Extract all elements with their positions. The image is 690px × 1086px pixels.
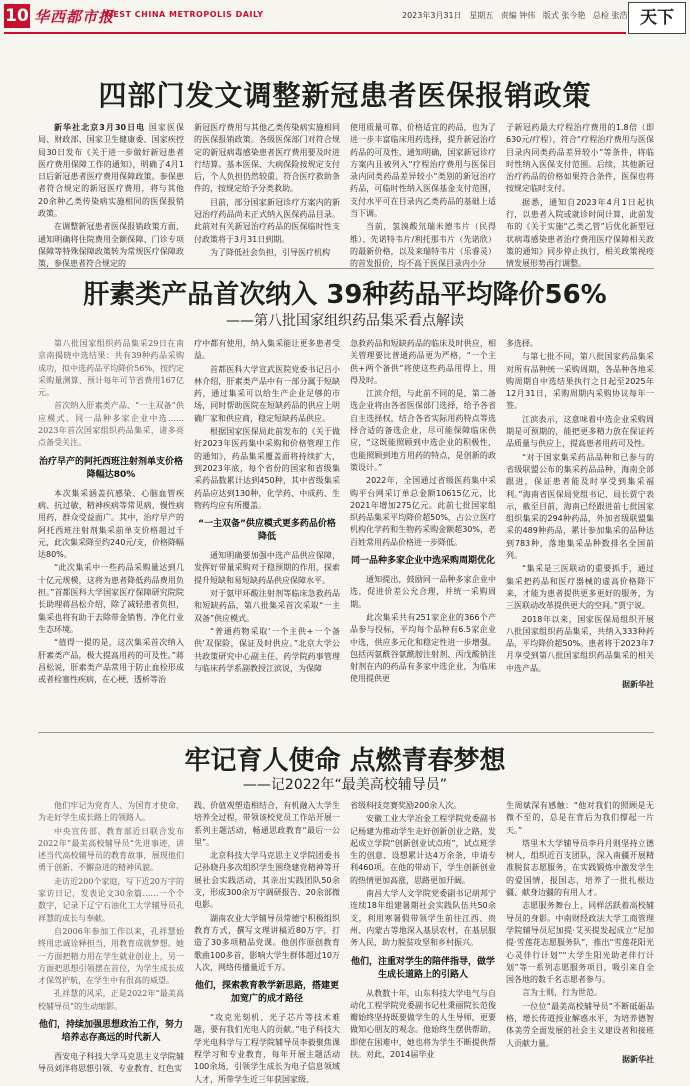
paragraph: 目前，部分国家新冠诊疗方案内的新冠治疗药品尚未正式纳入医保药品目录。此前对有关新冠治疗药品的医保临时性支付政策将于3月31日到期。 [194, 197, 340, 244]
paragraph: 为了降低社会负担，引导医疗机构 [210, 247, 330, 257]
intro-paragraph: 他们牢记为党育人、为国育才使命，为走好学生成长路上的领路人。 [38, 801, 184, 823]
section-tag: 天下 [628, 2, 686, 34]
paragraph: 根据国家医保局此前发布的《关于做好2023年医药集中采购和价格管理工作的通知》，药品集采覆盖面将持续扩大，到2023年底，每个省份的国家和省级集采药品数累计达到450种，其中省级集采药品应达到130种，化学药、中成药、生物药均应有所覆盖。 [194, 427, 340, 510]
article1-column-2 [194, 122, 340, 266]
article3-subheadline: ——记2022年“最美高校辅导员” [242, 777, 448, 793]
issue-weekday: 星期五 [469, 11, 494, 20]
paragraph: “普通药物采取‘一个主供+一个备供’双保险，保证及时供应。”北京大学公共政策研究中心副主任、药学院药事管理与临床药学系副教授江滨说，为保障 [194, 626, 340, 673]
paragraph: “对于国家集采药品品种和已参与的省级联盟公布的集采药品品种，海南全部跟进，保证患者能及时享受到集采福利。”海南省医保局党组书记、局长贾宁表示，截至目前，海南已经跟进前七批国家组织集采的294种药品，外加省级联盟集采的489种药品，累计参加集采的品种达到783种，落地集采品种数排名全国前列。 [506, 452, 654, 561]
section-subhead: 他们，注重对学生的陪伴指导，做学生成长道路上的引路人 [350, 956, 495, 980]
article3-column-3 [350, 800, 496, 1060]
article-divider [38, 732, 654, 733]
dateline: 新华社北京3月30日电 [54, 123, 146, 132]
paragraph: 通知提出，鼓励同一品种多家企业中选，促进价差公允合理，并统一采购周期。 [350, 575, 496, 609]
article2-headline: 肝素类产品首次纳入 39种药品平均降价56% [83, 280, 607, 310]
newspaper-logo: 华西都市报 [34, 8, 115, 26]
newspaper-logo-en: WEST CHINA METROPOLIS DAILY [104, 10, 264, 19]
header-rule [4, 32, 626, 34]
intro-paragraph: 自2006年参加工作以来，孔祥慧始终用忠诚诠释担当，用教育成就梦想。她一方面把精力用在学生就业创业上，另一方面把思想引领摆在首位，为学生成长成才保驾护航，在学生中有很高的威望。 [38, 926, 184, 986]
paragraph: 湖南农业大学辅导员常德宁积极组织教育方式，撰写文理讲稿近80万字，打造了30多项精品党课。他创作原创教育歌曲100多首，影响大学生群体超过10万人次，网络传播量近千万。 [194, 913, 340, 972]
paragraph: 通知明确要加强中选产品供应保障，发挥好带量采购对于稳预期的作用，探索提升短缺和易短缺药品供应保障水平。 [194, 551, 340, 585]
byline: 据新华社 [622, 680, 654, 690]
article2-subheadline: ——第八批国家组织药品集采看点解读 [226, 313, 464, 329]
paragraph: 当前，氢溴酸氘瑞米德韦片（民得维）、先诺特韦片/利托那韦片（先诺欣）的最新价格，以及来瑞特韦片（乐睿灵）的首发报价，均不高于医保目录内小分 [350, 222, 496, 269]
paragraph: 子新冠药最大疗程治疗费用的1.8倍（即630元/疗程），符合“疗程治疗费用与医保目录内同类药品差异较小”等条件，将临时性纳入医保支付范围。后续，其他新冠治疗药品的价格如果符合条件，医保也将按规定临时支付。 [506, 123, 654, 194]
paragraph: 疗中都有使用，纳入集采能让更多患者受益。 [194, 339, 340, 361]
section-subhead: 他们，探索教育教学新思路，搭建更加宽广的成才路径 [194, 981, 339, 1005]
article3-headline: 牢记育人使命 点燃青春梦想 [184, 746, 506, 776]
paragraph: 2018年以来，国家医保局组织开展八批国家组织药品集采，共纳入333种药品，平均降价超50%。患者将于2023年7月享受到第八批国家组织药品集采的相关中选产品。 [506, 614, 654, 673]
intro-paragraph: 孔祥慧的风采，正是2022年“最美高校辅导员”的生动缩影。 [38, 989, 184, 1011]
paragraph: “集采是三医联动的重要抓手，通过集采把药品和医疗器械的虚高价格降下来，才能为患者提供更多更好的服务，为三医联动改革提供更大的空间。”贾宁说。 [506, 564, 654, 611]
article2-column-3 [350, 338, 496, 726]
paragraph: 多选择。 [506, 339, 538, 348]
paragraph: 急救药品和短缺药品的临床及时供应，相关管理要比普通药品更为严格，“一个主供+两个备供”将使这些药品用得上、用得及时。 [350, 339, 496, 385]
paragraph: 在调整新冠患者医保报销政策方面，通知明确将住院费用全额保障、门诊专项保障等特殊保障政策转为常规医疗保障政策，参保患者符合规定的 [38, 222, 184, 269]
paragraph: 使用质量可靠、价格适宜的药品，也为了进一步丰富临床用药选择，提升新冠治疗药品的可及性，通知明确，国家新冠诊疗方案内且被列入“疗程治疗费用与医保目录内同类药品差异较小”类别的新冠治疗药品，可临时性纳入医保基金支付范围，支付水平可在目录内乙类药品的基础上适当下调。 [350, 123, 496, 219]
paragraph: 志愿服务舞台上，同样活跃着高校辅导员的身影。中南财经政法大学工商管理学院辅导员尼加提·艾买提发起成立“尼加提·雪莲花志愿服务队”，推出“雪莲花阳光心灵伴行计划”“大学生阳光助老伴行计划”等一系列志愿服务项目，吸引来自全国各地的数千名志愿者参与。 [506, 901, 654, 985]
masthead [0, 0, 690, 42]
byline: 据新华社 [622, 1054, 654, 1064]
article3-column-2 [194, 800, 340, 1084]
article-divider [38, 268, 654, 269]
paragraph: 塔里木大学辅导员李丹月则坚持立德树人，组织近百支团队，深入南疆开展精准脱贫志愿服务，在实践锻炼中激发学生的爱国情，报国志，培养了一批扎根边疆、献身边疆的有用人才。 [506, 838, 654, 898]
paragraph: 北京科技大学马克思主义学院团委书记孙晓丹多次组织学生围绕建党精神等开展社会实践活动，其亲出实践团队50余支，形成300余万字调研报告、20余部微电影。 [194, 851, 340, 910]
article3-column-4 [506, 800, 654, 1064]
section-subhead: 他们，持续加强思想政治工作，努力培养志存高远的时代新人 [38, 1020, 183, 1044]
paragraph: 安徽工业大学冶金工程学院党委副书记杨建为推动学生走好创新创业之路，发起成立学院“创新创业试点班”，试点班学生的创意、设想累计达4万余条，申请专利460项。在他的带动下，学生创新创业的热情更加高涨，思路更加开阔。 [350, 814, 496, 885]
paragraph: 2022年，全国通过省级医药集中采购平台网采订单总金额10615亿元，比2021年增加275亿元。此前七批国家组织药品集采平均降价超50%，占公立医疗机构化学药和生物药采购金额超30%，老百姓常用药品价格进一步降低。 [350, 476, 496, 547]
article1-headline: 四部门发文调整新冠患者医保报销政策 [98, 79, 592, 112]
paragraph: 江滨介绍，与此前不同的是，第二备选企业将由各省医保部门选择，给予各省自主选择权，结合各省实际用药特点等选择合适的备选企业，尽可能保障临床供应，“这既能照顾到中选企业的积极性，也能照顾到地方用药的特点，是创新的政策设计。” [350, 389, 496, 472]
paragraph: 南昌大学人文学院党委副书记胡邦宁连续18年组建暑期社会实践队伍共50余支，利用寒暑假带领学生前往江西、贵州、内蒙古等地深入基层农村，在基层服务人民，助力脱贫攻坚和乡村振兴。 [350, 889, 496, 948]
paragraph: 新冠医疗费用与其他乙类传染病实施相同的医保报销政策。各级医保部门对符合规定的新冠病毒感染患者医疗费用要及时进行结算。基本医保、大病保险按规定支付后，个人负担仍然较重、符合医疗救助条件的，按规定给予分类救助。 [194, 123, 340, 194]
intro-paragraph: 首次纳入肝素类产品、“一主双备”供应模式、同一品种多家企业中选……2023年首次国家组织药品集采，诸多亮点备受关注。 [38, 401, 184, 448]
paragraph: 西安电子科技大学马克思主义学院辅导员刘洋将思想引领、专业教育、红色实 [38, 1052, 184, 1074]
paragraph: “攻克光刻机、光子芯片等技术难题，要有我们光电人的贡献。”电子科技大学光电科学与工程学院辅导员李毅聚焦课程学习和专业教育，每年开展主题活动100余场，引领学生成长为电子信息领域人才，所带学生近三年获国家级、 [194, 1013, 340, 1084]
article2-column-2 [194, 338, 340, 726]
paragraph: 与第七批不同，第八批国家药品集采对所有品种统一采购周期，各品种各地采购周期自中选结果执行之日起至2025年12月31日，采购周期内采购协议每年一签。 [506, 352, 654, 411]
designer-credit: 版式 张今艳 [542, 11, 586, 20]
paragraph: 本次集采涵盖抗感染、心脑血管疾病、抗过敏、精神疾病等常见病、慢性病用药，群众受益面广。其中，治疗早产的阿托西班注射剂集采前单支价格超过千元，此次集采降至约240元/支，价格降幅达80%。 [38, 488, 184, 560]
paragraph: 此次集采共有251家企业的366个产品参与投标，平均每个品种有6.5家企业中选，供应多元化和稳定性进一步增强。包括丙氨酰谷氨酰胺注射剂、丙戊酸钠注射剂在内的药品有多家中选企业，为临床使用提供更 [350, 612, 496, 684]
page-number: 10 [5, 6, 29, 26]
intro-paragraph: 中央宣传部、教育部近日联合发布2022年“最美高校辅导员”先进事迹，讲述当代高校辅导员的教育故事，展现他们勇于创新、不懈奋进的精神风貌。 [38, 826, 184, 873]
paragraph: 据悉，通知自2023年4月1日起执行，以患者入院或就诊时间计算，此前发布的《关于实施“乙类乙管”后优化新型冠状病毒感染患者治疗费用医疗保障相关政策的通知》同步停止执行，相关政策视疫情发展形势再行调整。 [506, 197, 654, 269]
paragraph: 生周斌深有感触：“他对我们的照顾是无微不至的，总是在背后为我们撑起一片天。” [506, 801, 654, 835]
intro-paragraph: 第八批国家组织药品集采29日在南京南揭晓中选结果：共有39种药品采购成功，拟中选药品平均降价56%，按约定采购量测算，预计每年可节省费用167亿元。 [38, 339, 184, 398]
paragraph: 首都医科大学宣武医院党委书记吕小林介绍，肝素类产品中有一部分属于短缺药，通过集采可以给生产企业足够的市场，同时帮助医院在短缺药品的供应上明确厂家和供应商，稳定短缺药品供应。 [194, 364, 340, 423]
proofreader-credit: 总检 张浩 [592, 11, 628, 20]
section-subhead: “一主双备”供应模式更多药品价格降低 [198, 519, 336, 543]
article3-column-1 [38, 800, 184, 1074]
section-subhead: 同一品种多家企业中选采购周期优化 [350, 556, 495, 567]
paragraph: “此次集采中一些药品采购量达到几十亿元规模，这将为患者降低药品费用负担。”首都医科大学国家医疗保障研究院院长助理蒋昌松介绍，除了减轻患者负担，集采也将有助于去除带金销售、净化行业生态环境。 [38, 563, 184, 634]
paragraph: 对于氨甲环酸注射剂等临床急救药品和短缺药品，第八批集采首次采取“一主双备”供应模式。 [194, 589, 340, 623]
paragraph: 言为士则，行为世范。 [522, 988, 602, 998]
article1-column-3 [350, 122, 496, 269]
paragraph: 践、价值观塑造相结合，有机融入大学生培养全过程，带领该校党员工作站开展一系列主题活动，畅通思政教育“最后一公里”。 [194, 801, 340, 847]
issue-meta [402, 10, 632, 21]
intro-paragraph: 走访近200个家庭，写下近20万字的家访日记，发表论文30余篇……一个个数字，记录下辽宁石油化工大学辅导员孔祥慧的成长与奉献。 [38, 876, 184, 923]
paragraph: 从教数十年，山东科技大学电气与自动化工程学院党委副书记杜秉丽院长范俊瓣始终坚持既要做学生的人生导师，更要做知心朋友的观念。他始终生摆供帮助，即使在困难中，她也将为学生不断提供帮扶。对此，2014届毕业 [350, 988, 496, 1060]
paragraph: “值得一提的是，这次集采首次纳入肝素类产品，极大提高用药的可及性。”蒋昌松说，肝素类产品常用于防止血栓形成或者栓塞性疾病，在心梗、透析等治 [38, 638, 184, 685]
article2-column-4 [506, 338, 654, 726]
article1-column-4 [506, 122, 654, 269]
article1-column-1 [38, 122, 184, 269]
paragraph: 省级科技竞赛奖励200余人次。 [350, 801, 462, 810]
paragraph: 江滨表示，这意味着中选企业采购周期是可预期的，能把更多精力放在保证药品质量与供应上，提高患者用药可及性。 [506, 414, 654, 449]
paragraph: 国家医保局、财政部、国家卫生健康委、国家疾控局30日发布《关于进一步做好新冠患者医疗费用保障工作的通知》，明确了4月1日后新冠患者医疗费用保障政策。参保患者符合规定的新冠医疗费用，将与其他20余种乙类传染病实施相同的医保报销政策。 [38, 123, 184, 219]
section-subhead: 治疗早产的阿托西班注射剂单支价格降幅达80% [38, 456, 183, 480]
article2-column-1 [38, 338, 184, 726]
paragraph: 一位位“最美高校辅导员”不断砥砺品格，增长传道授业解惑水平，为培养德智体美劳全面发展的社会主义建设者和接班人贡献力量。 [506, 1001, 654, 1048]
issue-date: 2023年3月31日 [402, 11, 462, 20]
editor-credit: 责编 钟伟 [500, 11, 536, 20]
